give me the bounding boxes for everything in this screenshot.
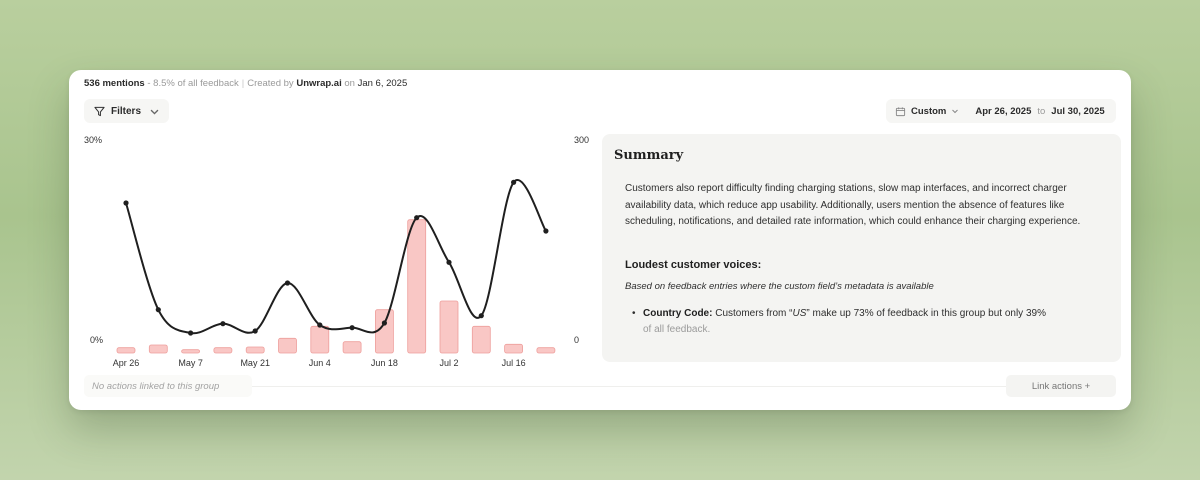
chart-bar	[246, 347, 264, 353]
bullet-dot: •	[632, 308, 636, 319]
left-axis-top-label: 30%	[84, 135, 103, 145]
chart-bar	[214, 348, 232, 353]
line-point	[350, 325, 355, 330]
chart-bar	[149, 345, 167, 353]
bullet-country: US	[792, 308, 807, 319]
group-card	[69, 70, 1131, 410]
x-tick-label: May 21	[240, 358, 270, 368]
filter-icon	[94, 106, 105, 117]
bullet-text-a: Customers from “	[712, 308, 793, 319]
chart-bar	[472, 326, 490, 353]
bullet-tail: of all feedback.	[643, 324, 711, 335]
x-tick-label: Jun 4	[308, 358, 331, 368]
meta-dash: -	[144, 78, 154, 89]
meta-separator: |	[241, 78, 245, 89]
right-axis-top-label: 300	[574, 135, 590, 145]
line-point	[511, 180, 516, 185]
summary-body: Customers also report difficulty finding charging stations, slow map interfaces, and incorrect charger availability data, which reduce app usability. Additionally, users mention the absence of features like scheduling, notifications, and detailed rate information, which could enhance their charging experience.	[625, 183, 1081, 227]
filters-label: Filters	[111, 105, 142, 117]
chevron-down-icon	[951, 107, 959, 115]
mentions-trend-line	[126, 180, 546, 333]
x-tick-label: Jul 16	[501, 358, 526, 368]
chart-bar	[117, 348, 135, 353]
date-preset-select[interactable]: Custom	[911, 105, 947, 117]
creator-name: Unwrap.ai	[296, 78, 342, 89]
chart-bar	[311, 326, 329, 353]
line-point	[220, 321, 225, 326]
line-point	[285, 280, 290, 285]
mentions-chart	[69, 128, 599, 378]
bullet-label: Country Code:	[643, 308, 713, 319]
chart-bar	[537, 348, 555, 353]
line-point	[156, 307, 161, 312]
summary-panel	[602, 134, 1121, 362]
date-range-picker[interactable]	[886, 99, 1116, 123]
left-axis-bottom-label: 0%	[90, 335, 104, 345]
line-point	[479, 313, 484, 318]
no-actions-notice: No actions linked to this group	[84, 375, 252, 397]
line-point	[446, 260, 451, 265]
line-point	[188, 330, 193, 335]
created-date: Jan 6, 2025	[357, 78, 408, 89]
right-axis-bottom-label: 0	[574, 335, 580, 345]
chart-bar	[408, 220, 426, 353]
chart-bar	[505, 344, 523, 353]
chart-bar	[440, 301, 458, 353]
summary-title: Summary	[614, 148, 684, 163]
chart-bar	[182, 350, 200, 353]
line-point	[414, 215, 419, 220]
x-tick-label: May 7	[178, 358, 203, 368]
start-date[interactable]: Apr 26, 2025	[975, 105, 1032, 117]
line-point	[317, 322, 322, 327]
calendar-icon	[895, 106, 906, 117]
filters-button[interactable]	[84, 99, 169, 123]
voices-note: Based on feedback entries where the custom field’s metadata is available	[625, 281, 934, 292]
chevron-down-icon	[149, 106, 160, 117]
bullet-text-b: ” make up 73% of feedback in this group but only 39%	[806, 308, 1046, 319]
line-point	[253, 328, 258, 333]
x-tick-label: Jul 2	[439, 358, 459, 368]
to-label: to	[1037, 105, 1046, 117]
group-meta	[84, 78, 407, 89]
created-by-label: Created by	[247, 78, 294, 89]
line-point	[123, 200, 128, 205]
voice-bullet-country	[632, 306, 1062, 338]
voices-title: Loudest customer voices:	[625, 259, 762, 271]
x-tick-label: Jun 18	[370, 358, 398, 368]
chart-bar	[279, 338, 297, 353]
voice-bullet-text	[632, 306, 1062, 338]
x-tick-label: Apr 26	[112, 358, 140, 368]
line-point	[543, 228, 548, 233]
link-actions-button[interactable]: Link actions +	[1006, 375, 1116, 397]
mentions-count: 536 mentions	[84, 78, 145, 89]
on-label: on	[344, 78, 355, 89]
feedback-percent: 8.5% of all feedback	[153, 78, 239, 89]
chart-bar	[343, 342, 361, 353]
line-point	[382, 320, 387, 325]
end-date[interactable]: Jul 30, 2025	[1051, 105, 1105, 117]
